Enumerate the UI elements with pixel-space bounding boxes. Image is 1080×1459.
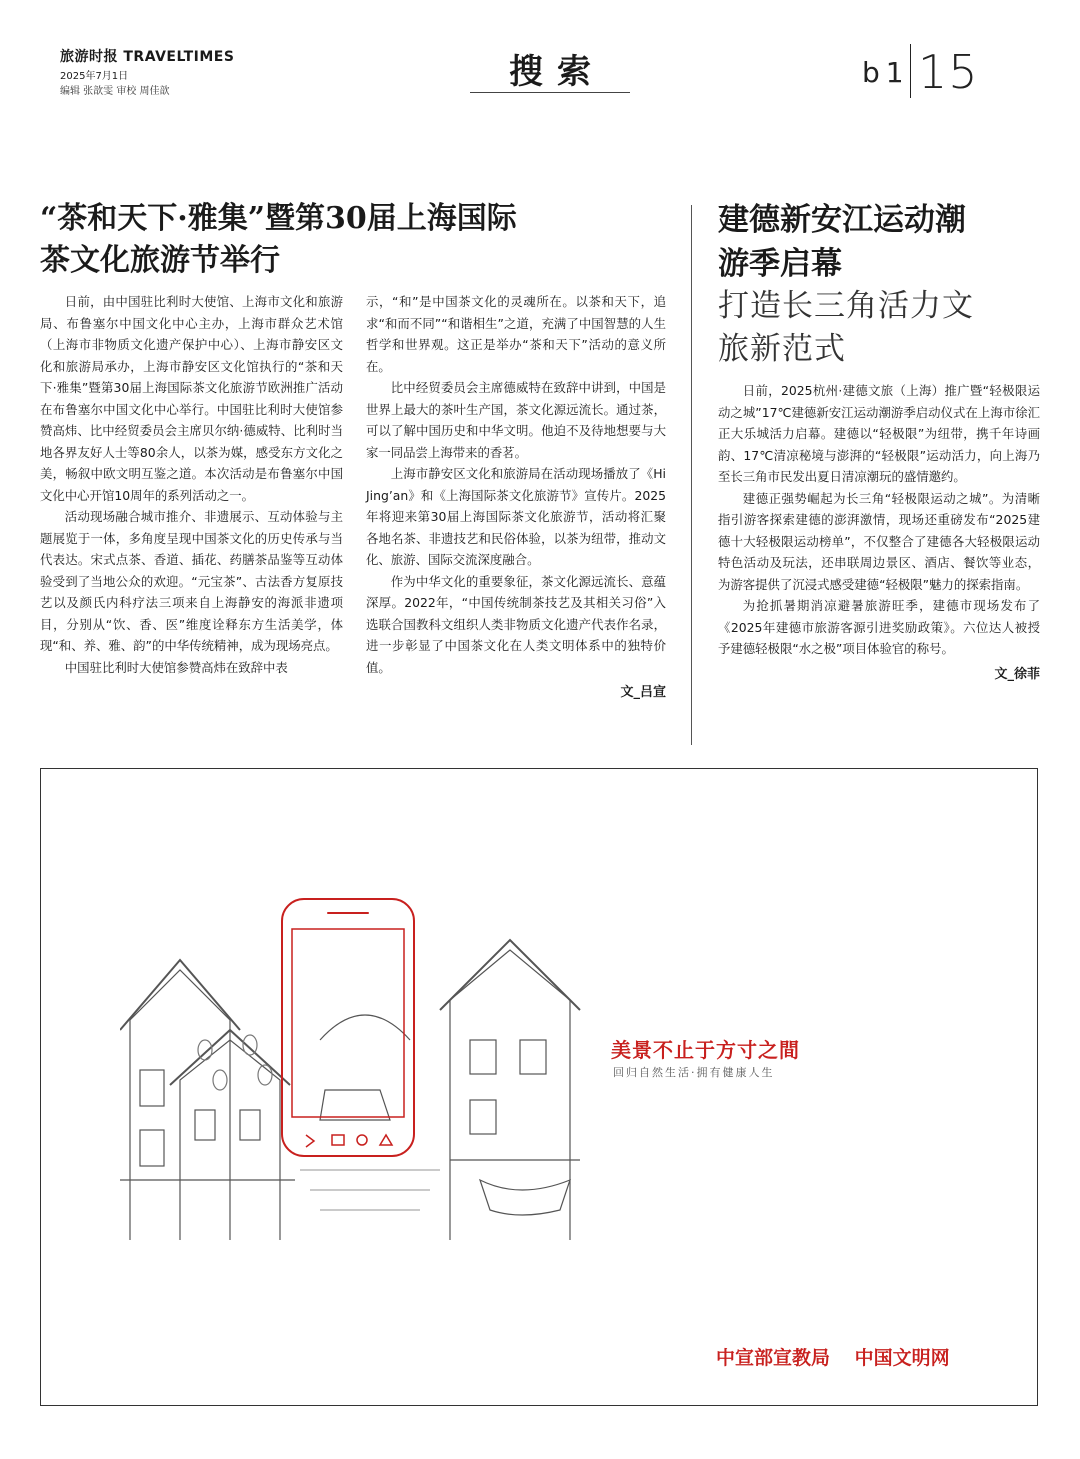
page-code: b1 [862, 56, 910, 89]
article2-title [718, 198, 1048, 286]
article2-paragraph: 日前，2025杭州·建德文旅（上海）推广暨“轻极限运动之城”17℃建德新安江运动潮游季启动仪式在上海市徐汇正大乐城活力启幕。建德以“轻极限”为纽带，携千年诗画韵、17℃清凉秘境与澎湃的“轻极限”运动活力，向上海乃至长三角市民发出夏日清凉潮玩的盛情邀约。 [718, 383, 1040, 484]
editors-line: 编辑 张歆雯 审校 周佳歆 [60, 86, 170, 97]
article2-title-line2: 游季启幕 [718, 246, 842, 282]
article1-paragraph-continued: 示，“和”是中国茶文化的灵魂所在。以茶和天下，追求“和而不同”“和谐相生”之道，充满了中国智慧的人生哲学和世界观。这正是举办“茶和天下”活动的意义所在。 [366, 294, 666, 374]
article2-title-line1: 建德新安江运动潮 [718, 202, 966, 238]
article2-paragraph: 为抢抓暑期消凉避暑旅游旺季，建德市现场发布了《2025年建德市旅游客源引进奖励政策》。六位达人被授予建德轻极限“水之极”项目体验官的称号。 [718, 598, 1040, 656]
page-divider [910, 44, 911, 98]
article1-title-line2: 茶文化旅游节举行 [40, 243, 280, 278]
paper-name: 旅游时报 TRAVELTIMES [60, 49, 235, 65]
smartphone-icon [278, 895, 418, 1160]
article1-paragraph: 比中经贸委员会主席德威特在致辞中讲到，中国是世界上最大的茶叶生产国，茶文化源远流长。通过茶，可以了解中国历史和中华文明。他迫不及待地想要与大家一同品尝上海带来的香茗。 [366, 380, 666, 460]
article2-paragraph: 建德正强势崛起为长三角“轻极限运动之城”。为清晰指引游客探索建德的澎湃激情，现场还重磅发布“2025建德十大轻极限运动榜单”，不仅整合了建德各大轻极限运动特色活动及玩法，还串联周边景区、酒店、餐饮等业态，为游客提供了沉浸式感受建德“轻极限”魅力的探索指南。 [718, 490, 1040, 592]
section-underline [470, 92, 630, 93]
page-number: 15 [918, 45, 979, 99]
article1-paragraph: 中国驻比利时大使馆参赞高炜在致辞中表 [64, 659, 288, 675]
article2-subtitle [718, 285, 1048, 371]
article1-paragraph: 上海市静安区文化和旅游局在活动现场播放了《Hi Jing’an》和《上海国际茶文化旅游节》宣传片。2025年将迎来第30届上海国际茶文化旅游节，活动将汇聚各地名茶、非遗技艺和民俗体验，以茶为纽带，推动文化、旅游、国际交流深度融合。 [366, 466, 679, 567]
article1-column1 [40, 291, 343, 678]
article1-title-line1: “茶和天下·雅集”暨第30届上海国际 [40, 201, 517, 236]
column-divider [691, 205, 692, 745]
article2-subtitle-line2: 旅新范式 [718, 331, 846, 367]
article2-subtitle-line1: 打造长三角活力文 [718, 288, 974, 324]
issue-date: 2025年7月1日 [60, 71, 129, 82]
article1-column2 [366, 291, 679, 704]
article2-byline: 文_徐菲 [994, 666, 1040, 682]
ad-sponsor: 中宣部宣教局 中国文明网 [716, 1347, 950, 1369]
article1-title [40, 198, 680, 282]
article1-paragraph: 作为中华文化的重要象征，茶文化源远流长、意蕴深厚。2022年，“中国传统制茶技艺及其相关习俗”入选联合国教科文组织人类非物质文化遗产代表作名录，进一步彰显了中国茶文化在人类文明体系中的独特价值。 [366, 573, 666, 675]
section-title: 搜索 [509, 52, 605, 92]
article1-paragraph: 日前，由中国驻比利时大使馆、上海市文化和旅游局、布鲁塞尔中国文化中心主办，上海市群众艺术馆（上海市非物质文化遗产保护中心）、上海市静安区文化和旅游局承办，上海市静安区文化馆执行的“茶和天下·雅集”暨第30届上海国际茶文化旅游节欧洲推广活动在布鲁塞尔中国文化中心举行。中国驻比利时大使馆参赞高炜、比中经贸委员会主席贝尔纳·德威特、比利时当地各界友好人士等80余人，以茶为媒，感受东方文化之美，畅叙中欧文明互鉴之道。本次活动是布鲁塞尔中国文化中心开馆10周年的系列活动之一。 [40, 294, 343, 503]
ad-subline: 回归自然生活·拥有健康人生 [613, 1066, 775, 1079]
article1-byline: 文_吕宣 [620, 685, 666, 700]
article1-paragraph: 活动现场融合城市推介、非遗展示、互动体验与主题展览于一体，多角度呈现中国茶文化的历史传承与当代表达。宋式点茶、香道、插花、药膳茶品鉴等互动体验受到了当地公众的欢迎。“元宝茶”、古法香方复原技艺以及颜氏内科疗法三项来自上海静安的海派非遗项目，分别从“饮、香、医”维度诠释东方生活美学，体现“和、养、雅、韵”的中华传统精神，成为现场亮点。 [40, 509, 343, 653]
ad-headline: 美景不止于方寸之間 [611, 1038, 800, 1062]
article2-body [718, 380, 1040, 685]
